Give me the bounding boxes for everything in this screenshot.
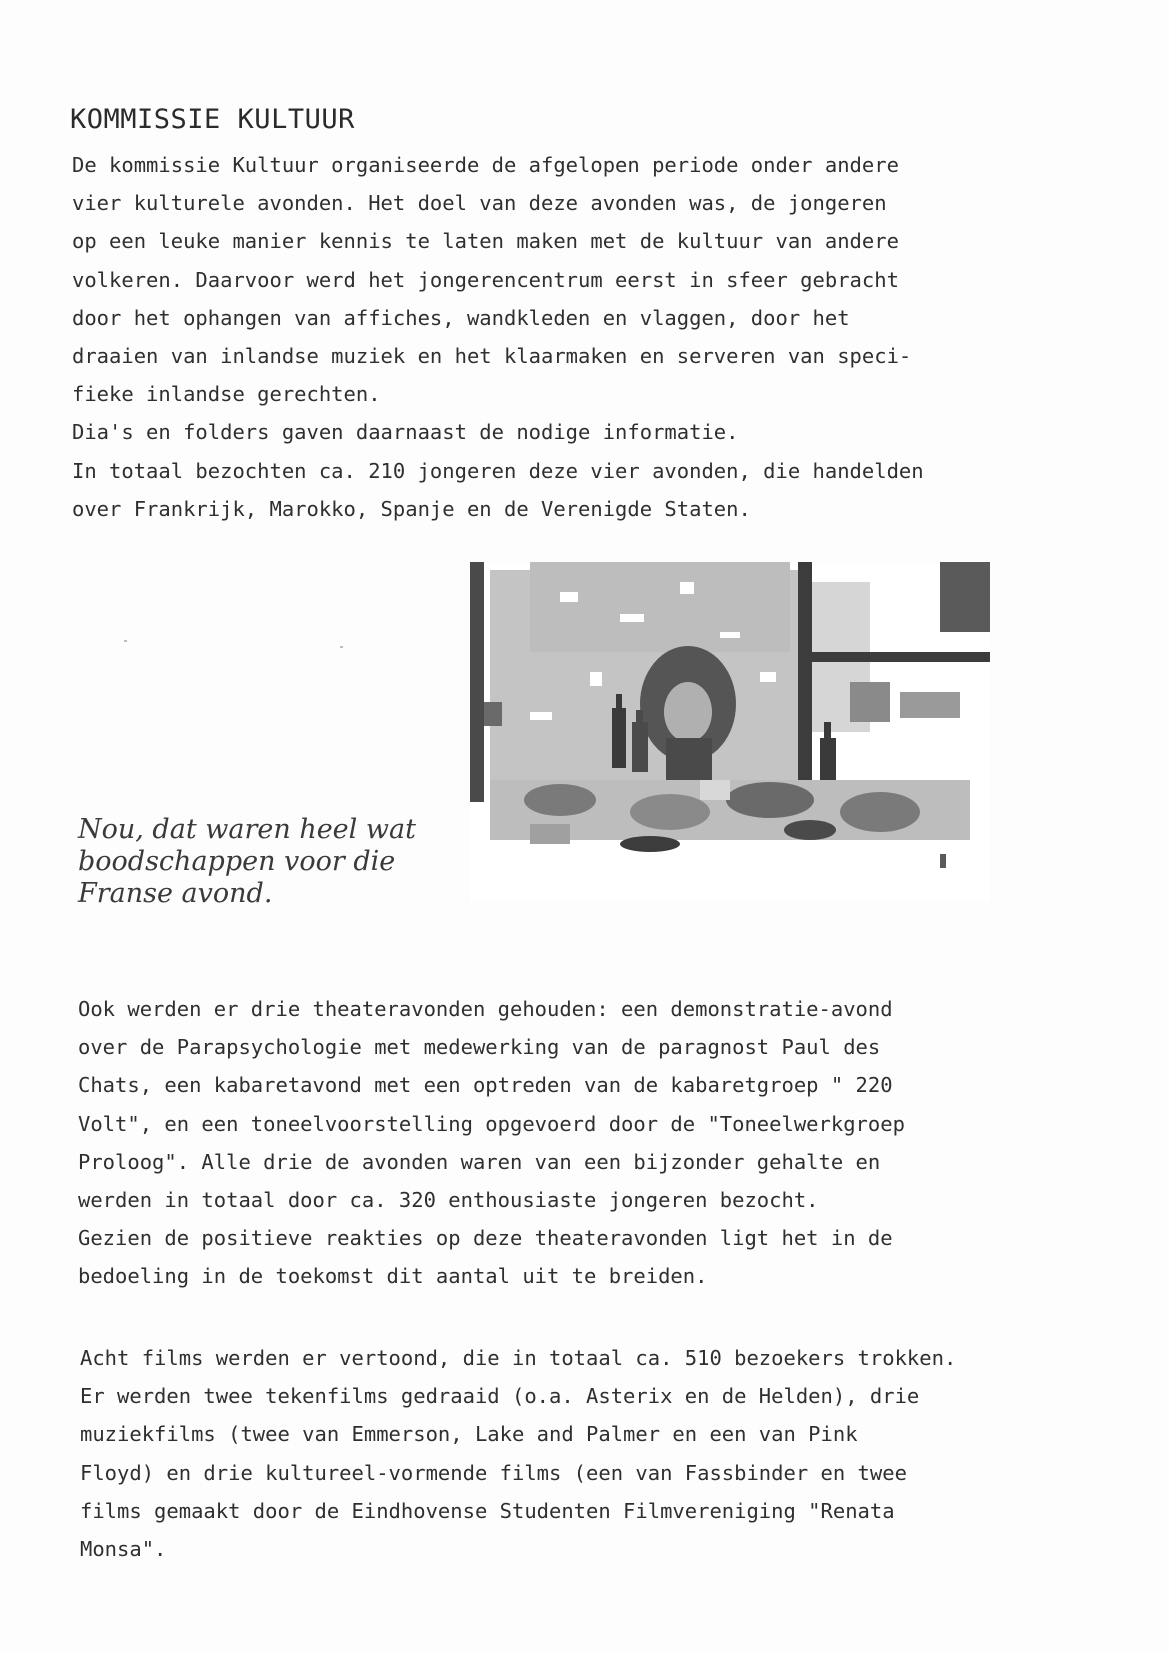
text-line: De kommissie Kultuur organiseerde de afgelopen periode onder andere [72, 153, 899, 177]
text-line: Er werden twee tekenfilms gedraaid (o.a. Asterix en de Helden), drie [80, 1384, 920, 1409]
text-line: Proloog". Alle drie de avonden waren van een bijzonder gehalte en [78, 1149, 881, 1174]
text-line: fieke inlandse gerechten. [72, 382, 381, 407]
text-line: films gemaakt door de Eindhovense Studenten Filmvereniging "Renata [80, 1498, 895, 1523]
intro-paragraph [72, 146, 924, 528]
text-line: In totaal bezochten ca. 210 jongeren deze vier avonden, die handelden [72, 458, 924, 483]
text-line: vier kulturele avonden. Het doel van deze avonden was, de jongeren [72, 191, 887, 216]
text-line: Acht films werden er vertoond, die in totaal ca. 510 bezoekers trokken. [80, 1346, 957, 1370]
text-line: bedoeling in de toekomst dit aantal uit te breiden. [78, 1264, 708, 1289]
text-line: volkeren. Daarvoor werd het jongerencentrum eerst in sfeer gebracht [72, 267, 899, 292]
text-line: Volt", en een toneelvoorstelling opgevoerd door de "Toneelwerkgroep [78, 1111, 905, 1136]
text-line: Gezien de positieve reakties op deze theateravonden ligt het in de [78, 1226, 893, 1251]
event-photo [470, 562, 990, 902]
text-line: Monsa". [80, 1536, 167, 1561]
text-line: over de Parapsychologie met medewerking van de paragnost Paul des [78, 1035, 881, 1060]
text-line: muziekfilms (twee van Emmerson, Lake and Palmer en een van Pink [80, 1422, 858, 1447]
text-line: werden in totaal door ca. 320 enthousiaste jongeren bezocht. [78, 1187, 819, 1212]
text-line: Chats, een kabaretavond met een optreden van de kabaretgroep " 220 [78, 1073, 893, 1098]
caption-line: Nou, dat waren heel wat [78, 814, 416, 845]
text-line: Floyd) en drie kultureel-vormende films (een van Fassbinder en twee [80, 1460, 907, 1485]
scan-speck [340, 646, 343, 648]
text-line: Dia's en folders gaven daarnaast de nodige informatie. [72, 420, 739, 445]
photo-halftone [470, 562, 990, 902]
text-line: Ook werden er drie theateravonden gehouden: een demonstratie-avond [78, 997, 893, 1021]
photo-caption [78, 814, 416, 910]
theater-paragraph [78, 990, 905, 1296]
text-line: over Frankrijk, Marokko, Spanje en de Verenigde Staten. [72, 496, 751, 521]
text-line: op een leuke manier kennis te laten maken met de kultuur van andere [72, 229, 899, 254]
page-title: KOMMISSIE KULTUUR [70, 104, 355, 135]
films-paragraph [80, 1339, 956, 1568]
caption-line: boodschappen voor die [78, 846, 396, 877]
caption-line: Franse avond. [78, 878, 273, 909]
text-line: draaien van inlandse muziek en het klaarmaken en serveren van speci- [72, 343, 912, 368]
scan-speck [124, 640, 127, 642]
text-line: door het ophangen van affiches, wandkleden en vlaggen, door het [72, 305, 850, 330]
